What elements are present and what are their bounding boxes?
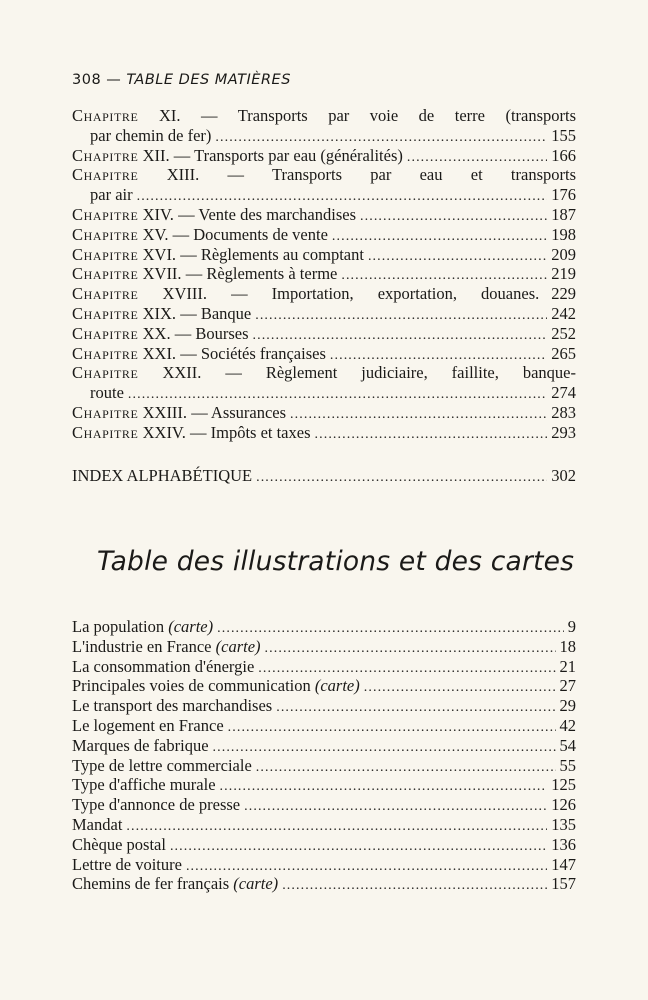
page-ref: 125: [551, 775, 576, 795]
chapter-number: XXIV.: [142, 422, 186, 442]
page-ref: 29: [559, 696, 576, 716]
chapter-number: XVIII.: [162, 284, 207, 304]
illustration-entry: [72, 657, 576, 677]
illustration-entry: [72, 736, 576, 756]
chapter-label: Chapitre: [72, 244, 139, 264]
illustration-entry: [72, 756, 576, 776]
toc-entry-chapter-xxiv: [72, 423, 576, 443]
illustration-note: (carte): [314, 676, 360, 696]
dot-leader: [364, 676, 556, 698]
chapter-title: — Banque: [180, 303, 252, 323]
chapter-title-continuation: route: [90, 383, 124, 403]
page-ref: 18: [559, 636, 576, 656]
page-ref: 198: [551, 224, 576, 244]
page-ref: 27: [559, 676, 576, 696]
chapter-number: XXI.: [142, 343, 177, 363]
chapter-label: Chapitre: [72, 343, 139, 363]
illustration-title: Lettre de voiture: [72, 854, 182, 874]
dot-leader: [255, 304, 547, 326]
chapter-title: — Règlements à terme: [185, 264, 338, 284]
chapter-label: Chapitre: [72, 422, 139, 442]
dot-leader: [137, 185, 548, 207]
dot-leader: [215, 126, 547, 148]
page-ref: 157: [551, 874, 576, 894]
chapter-title: — Importation, exportation, douanes.: [231, 284, 540, 304]
dot-leader: [276, 696, 555, 718]
page-ref: 55: [559, 755, 576, 775]
illustration-entry: [72, 637, 576, 657]
chapter-number: XVI.: [142, 244, 177, 264]
illustration-entry: [72, 676, 576, 696]
chapter-label: Chapitre: [72, 323, 139, 343]
toc-entry-continuation: [72, 126, 576, 146]
illustration-list: [72, 617, 576, 894]
chapter-label: Chapitre: [72, 204, 139, 224]
chapter-title: — Transports par voie de terre (transports: [201, 106, 577, 125]
page-ref: 9: [567, 617, 576, 636]
page-ref: 54: [559, 735, 576, 755]
illustration-note: (carte): [233, 874, 279, 894]
illustration-title: Le logement en France: [72, 715, 224, 735]
chapter-number: XVII.: [142, 264, 182, 284]
chapter-title: — Transports par eau (généralités): [173, 145, 403, 165]
chapter-label: Chapitre: [72, 284, 139, 304]
page-ref: 219: [551, 264, 576, 284]
dot-leader: [228, 716, 556, 738]
page-ref: 176: [551, 185, 576, 205]
toc-entry-chapter-xvi: [72, 245, 576, 265]
illustration-title: Marques de fabrique: [72, 735, 209, 755]
chapter-title: — Bourses: [174, 323, 249, 343]
page-ref: 252: [551, 323, 576, 343]
page-ref: 136: [551, 834, 576, 854]
chapter-title: — Sociétés françaises: [180, 343, 326, 363]
page-ref: 265: [551, 343, 576, 363]
toc-entry-chapter-xxii: [72, 363, 576, 383]
page-ref: 42: [559, 715, 576, 735]
running-head-title: TABLE DES MATIÈRES: [126, 72, 291, 88]
chapter-number: XXIII.: [142, 402, 188, 422]
chapter-title-continuation: par air: [90, 185, 133, 205]
illustration-entry: [72, 855, 576, 875]
dot-leader: [126, 815, 547, 837]
illustration-title: Mandat: [72, 814, 123, 834]
dot-leader: [290, 403, 547, 425]
chapter-title: — Règlement judiciaire, faillite, banque-: [225, 363, 576, 383]
chapter-title: — Documents de vente: [172, 224, 328, 244]
toc-entry-chapter-xii: [72, 146, 576, 166]
page-ref: 126: [551, 795, 576, 815]
illustration-entry: [72, 716, 576, 736]
toc-entry-chapter-xviii: [72, 284, 576, 304]
chapter-number: XIII.: [166, 165, 200, 185]
chapter-label: Chapitre: [72, 165, 139, 185]
chapter-title: — Impôts et taxes: [189, 422, 311, 442]
illustration-title: Chemins de fer français: [72, 874, 230, 894]
illustration-title: Chèque postal: [72, 834, 166, 854]
running-head: [72, 72, 291, 88]
dot-leader: [341, 264, 547, 286]
dot-leader: [256, 756, 556, 778]
illustration-entry: [72, 775, 576, 795]
page-ref: 187: [551, 204, 576, 224]
illustration-title: Le transport des marchandises: [72, 696, 273, 716]
dot-leader: [256, 466, 547, 488]
dot-leader: [282, 874, 547, 896]
chapter-label: Chapitre: [72, 264, 139, 284]
chapter-title: — Règlements au comptant: [180, 244, 364, 264]
chapter-number: XII.: [142, 145, 170, 165]
chapter-label: Chapitre: [72, 363, 139, 383]
toc-entry-chapter-xxi: [72, 344, 576, 364]
page-ref: 302: [551, 466, 576, 485]
chapter-list: [72, 106, 576, 443]
dot-leader: [315, 423, 548, 445]
dot-leader: [128, 383, 547, 405]
chapter-label: Chapitre: [72, 106, 139, 125]
dot-leader: [244, 795, 547, 817]
chapter-title: — Assurances: [191, 402, 287, 422]
chapter-title: — Vente des marchandises: [178, 204, 357, 224]
dot-leader: [368, 245, 547, 267]
chapter-number: XV.: [142, 224, 169, 244]
page-ref: 229: [551, 284, 576, 304]
toc-entry-chapter-xvii: [72, 264, 576, 284]
dot-leader: [258, 657, 555, 679]
chapter-label: Chapitre: [72, 145, 139, 165]
chapter-title-continuation: par chemin de fer): [90, 125, 212, 145]
dot-leader: [220, 775, 548, 797]
toc-entry-chapter-xiii: [72, 165, 576, 185]
index-title: INDEX ALPHABÉTIQUE: [72, 466, 253, 485]
page-ref: 155: [551, 125, 576, 145]
illustration-title: Type de lettre commerciale: [72, 755, 252, 775]
toc-entry-chapter-xi: [72, 106, 576, 126]
page-ref: 283: [551, 402, 576, 422]
illustration-entry: [72, 696, 576, 716]
toc-entry-chapter-xix: [72, 304, 576, 324]
dot-leader: [265, 637, 556, 659]
chapter-number: XX.: [142, 323, 171, 343]
toc-entry-continuation: [72, 185, 576, 205]
illustration-title: Type d'annonce de presse: [72, 795, 241, 815]
chapter-number: XI.: [158, 106, 181, 125]
index-row: [72, 466, 576, 486]
page-ref: 274: [551, 383, 576, 403]
chapter-number: XXII.: [162, 363, 202, 383]
dot-leader: [407, 146, 547, 168]
chapter-number: XIV.: [142, 204, 174, 224]
illustration-title: La population: [72, 617, 165, 636]
illustration-title: Type d'affiche murale: [72, 775, 216, 795]
illustration-entry: [72, 835, 576, 855]
dot-leader: [213, 736, 556, 758]
illustration-title: Principales voies de communication: [72, 676, 311, 696]
chapter-label: Chapitre: [72, 402, 139, 422]
index-entry: [72, 466, 576, 486]
page-ref: 166: [551, 145, 576, 165]
page-ref: 209: [551, 244, 576, 264]
dot-leader: [170, 835, 547, 857]
chapter-title: — Transports par eau et transports: [227, 165, 577, 185]
page-ref: 293: [551, 422, 576, 442]
illustration-note: (carte): [168, 617, 214, 636]
chapter-label: Chapitre: [72, 303, 139, 323]
page-ref: 242: [551, 303, 576, 323]
dot-leader: [330, 344, 547, 366]
illustration-entry: [72, 815, 576, 835]
dot-leader: [332, 225, 547, 247]
chapter-label: Chapitre: [72, 224, 139, 244]
dot-leader: [253, 324, 548, 346]
chapter-number: XIX.: [142, 303, 177, 323]
toc-entry-continuation: [72, 383, 576, 403]
running-head-dash: —: [106, 72, 122, 88]
toc-entry-chapter-xx: [72, 324, 576, 344]
dot-leader: [186, 855, 547, 877]
illustration-note: (carte): [215, 636, 261, 656]
page-ref: 21: [559, 656, 576, 676]
toc-entry-chapter-xiv: [72, 205, 576, 225]
illustration-entry: [72, 795, 576, 815]
page-number: 308: [72, 72, 102, 88]
toc-entry-chapter-xv: [72, 225, 576, 245]
page-ref: 147: [551, 854, 576, 874]
dot-leader: [360, 205, 547, 227]
toc-entry-chapter-xxiii: [72, 403, 576, 423]
illustration-entry: [72, 617, 576, 637]
illustrations-heading: Table des illustrations et des cartes: [97, 546, 575, 577]
page-ref: 135: [551, 814, 576, 834]
illustration-entry: [72, 874, 576, 894]
illustration-title: La consommation d'énergie: [72, 656, 255, 676]
illustration-title: L'industrie en France: [72, 636, 212, 656]
dot-leader: [217, 617, 564, 639]
